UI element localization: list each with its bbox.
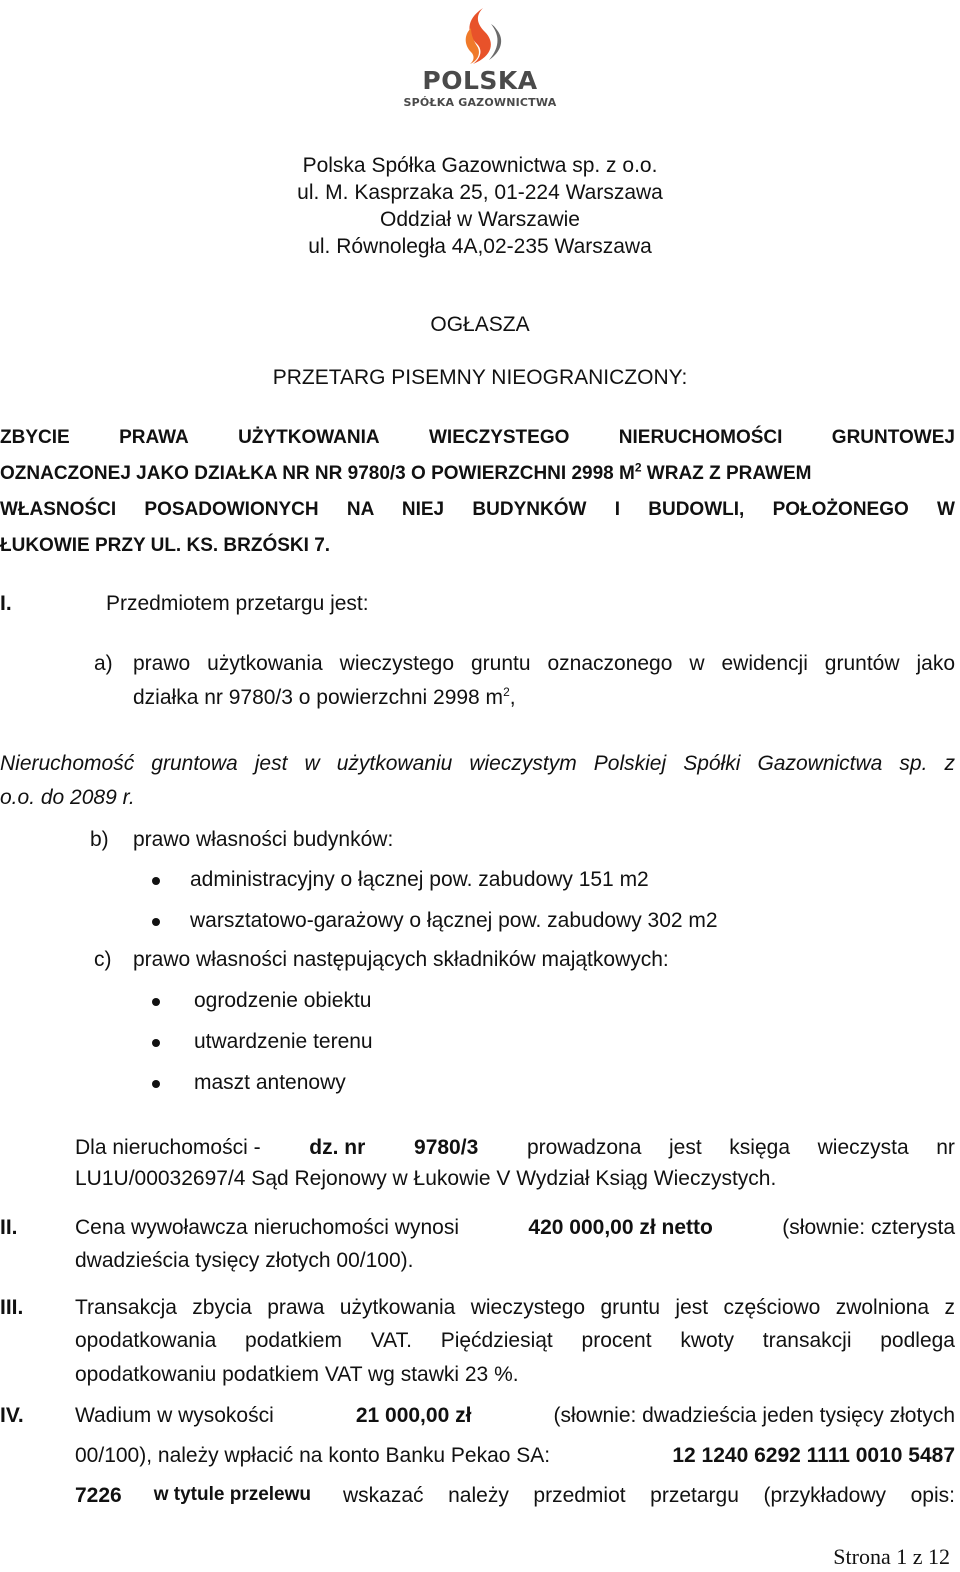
item-c-text: prawo własności następujących składników majątkowych: [133,948,669,971]
deposit-value: 21 000,00 zł [355,1404,472,1427]
deposit-text: (słownie: dwadzieścia jeden tysięcy złotych [553,1404,955,1427]
vat-line: opodatkowaniu podatkiem VAT wg stawki 23 %. [75,1363,519,1386]
ownership-note: o.o. do 2089 r. [0,786,135,809]
item-a-line1: prawo użytkowania wieczystego gruntu oznaczonego w ewidencji gruntów jako [133,652,955,675]
title-line [0,492,955,528]
deposit-line [75,1444,955,1468]
land-register-line: LU1U/00032697/4 Sąd Rejonowy w Łukowie V Wydział Ksiąg Wieczystych. [75,1167,777,1190]
header-line: ul. Równoległa 4A,02-235 Warszawa [308,235,652,258]
section-number: II. [0,1216,18,1239]
item-a-line2 [133,686,516,710]
title-text: OZNACZONEJ JAKO DZIAŁKA NR NR 9780/3 O POWIERZCHNI 2998 M [0,463,635,484]
price-text: Cena wywoławcza nieruchomości wynosi [75,1216,459,1239]
logo-subtitle: SPÓŁKA GAZOWNICTWA [403,96,557,109]
bullet [152,877,160,885]
title-sup: 2 [634,460,642,475]
deposit-text: wskazać należy przedmiot przetargu (przykładowy opis: [343,1484,955,1507]
logo-name: POLSKA [422,66,538,95]
deposit-line [75,1484,955,1508]
list-item: administracyjny o łącznej pow. zabudowy 151 m2 [190,868,649,891]
bank-account: 7226 [75,1484,122,1507]
title-text: ZBYCIE PRAWA UŻYTKOWANIA WIECZYSTEGO NIERUCHOMOŚCI GRUNTOWEJ [0,427,955,448]
section-heading: Przedmiotem przetargu jest: [106,592,369,615]
price-value: 420 000,00 zł netto [528,1216,713,1239]
kw-text: 9780/3 [414,1136,479,1159]
bullet [152,918,160,926]
item-text: , [509,686,516,709]
item-label: a) [94,652,113,675]
section-number: III. [0,1296,24,1319]
bullet [152,1039,160,1047]
title-line [0,420,955,456]
list-item: warsztatowo-garażowy o łącznej pow. zabudowy 302 m2 [190,909,718,932]
kw-text: dz. nr [309,1136,366,1159]
flame-icon [395,6,565,66]
title-line [0,456,955,492]
vat-line: Transakcja zbycia prawa użytkowania wieczystego gruntu jest częściowo zwolniona z [75,1296,955,1319]
company-logo [395,6,565,112]
list-item: ogrodzenie obiektu [194,989,372,1012]
kw-text: prowadzona jest księga wieczysta nr [526,1136,955,1159]
land-register-line [75,1136,955,1160]
deposit-text: w tytule przelewu [153,1484,312,1505]
deposit-text: 00/100), należy wpłacić na konto Banku Pekao SA: [75,1444,551,1467]
header-line: Oddział w Warszawie [380,208,580,231]
bullet [152,998,160,1006]
item-sup: 2 [503,685,510,699]
item-text: działka nr 9780/3 o powierzchni 2998 m [133,686,504,709]
bullet [152,1080,160,1088]
title-text: WŁASNOŚCI POSADOWIONYCH NA NIEJ BUDYNKÓW I BUDOWLI, POŁOŻONEGO W [0,499,955,520]
kw-text: Dla nieruchomości - [75,1136,261,1159]
title-text: WRAZ Z PRAWEM [641,463,812,484]
price-line [75,1216,955,1240]
list-item: maszt antenowy [194,1071,346,1094]
deposit-line [75,1404,955,1428]
announces-heading: OGŁASZA [430,313,530,336]
page-number: Strona 1 z 12 [833,1544,950,1569]
price-line: dwadzieścia tysięcy złotych 00/100). [75,1249,414,1272]
item-b-text: prawo własności budynków: [133,828,394,851]
ownership-note: Nieruchomość gruntowa jest w użytkowaniu wieczystym Polskiej Spółki Gazownictwa sp. z [0,752,955,775]
bank-account: 12 1240 6292 1111 0010 5487 [672,1444,955,1467]
deposit-text: Wadium w wysokości [75,1404,274,1427]
address-header [0,152,960,260]
list-item: utwardzenie terenu [194,1030,373,1053]
tender-type-heading: PRZETARG PISEMNY NIEOGRANICZONY: [272,366,688,389]
price-text: (słownie: czterysta [782,1216,955,1239]
title-line: ŁUKOWIE PRZY UL. KS. BRZÓSKI 7. [0,535,331,556]
item-label: c) [94,948,112,971]
section-number: IV. [0,1404,24,1427]
item-label: b) [90,828,109,851]
section-number: I. [0,592,12,615]
vat-line: opodatkowania podatkiem VAT. Pięćdziesiąt procent kwoty transakcji podlega [75,1329,955,1352]
header-line: Polska Spółka Gazownictwa sp. z o.o. [302,154,658,177]
header-line: ul. M. Kasprzaka 25, 01-224 Warszawa [297,181,663,204]
